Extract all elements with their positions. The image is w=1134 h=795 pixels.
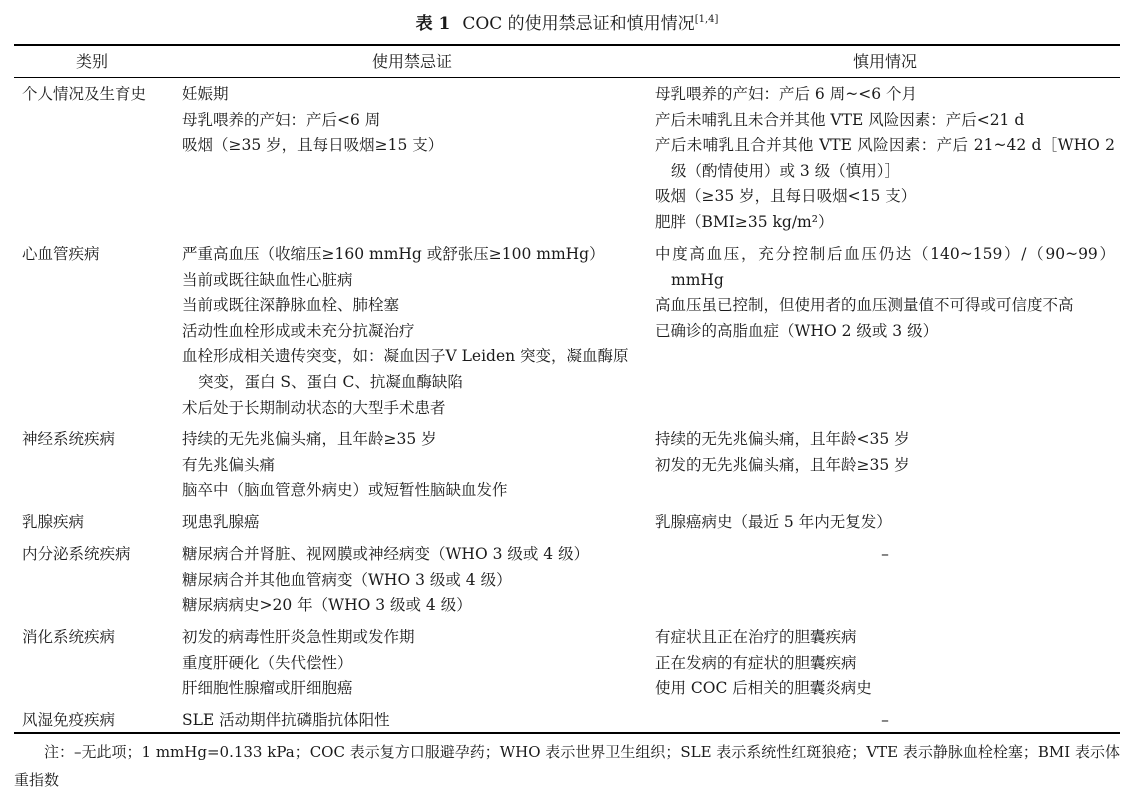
caution-item: 正在发病的有症状的胆囊疾病 <box>655 653 857 672</box>
table-row <box>14 708 1120 734</box>
table-body <box>14 82 1120 734</box>
caution-item: 中度高血压，充分控制后血压仍达（140~159）/（90~99）mmHg <box>655 245 1115 289</box>
caution-item: 有症状且正在治疗的胆囊疾病 <box>655 628 857 646</box>
row-category: 神经系统疾病 <box>22 430 116 448</box>
reference-marker: [1,4] <box>694 14 719 25</box>
cautions-cell <box>655 708 1115 734</box>
caution-item: 使用 COC 后相关的胆囊炎病史 <box>655 679 872 698</box>
table-row <box>14 427 1120 504</box>
contraindications-cell <box>182 625 642 702</box>
row-category: 消化系统疾病 <box>22 628 116 646</box>
table-title: COC 的使用禁忌证和慎用情况 <box>462 14 695 34</box>
table-row <box>14 625 1120 702</box>
contraindication-item: 术后处于长期制动状态的大型手术患者 <box>182 398 446 417</box>
top-rule <box>14 44 1120 46</box>
table-caption <box>0 8 1134 36</box>
caution-item: 产后未哺乳且合并其他 VTE 风险因素：产后 21~42 d［WHO 2 级（酌情使用）或 3 级（慎用）］ <box>655 136 1115 180</box>
contraindication-item: 脑卒中（脑血管意外病史）或短暂性脑缺血发作 <box>182 481 508 500</box>
table-number: 表 1 <box>415 14 451 34</box>
row-category: 乳腺疾病 <box>22 513 85 531</box>
contraindications-cell <box>182 82 642 159</box>
caution-item: 吸烟（≥35 岁，且每日吸烟<15 支） <box>655 187 917 206</box>
header-rule <box>14 77 1120 78</box>
cautions-cell <box>655 510 1115 536</box>
contraindications-cell <box>182 708 642 734</box>
contraindication-item: 活动性血栓形成或未充分抗凝治疗 <box>182 321 415 340</box>
contraindication-item: 严重高血压（收缩压≥160 mmHg 或舒张压≥100 mmHg） <box>182 245 605 263</box>
caution-item: – <box>881 545 889 563</box>
row-category: 风湿免疫疾病 <box>22 711 116 729</box>
contraindication-item: 血栓形成相关遗传突变，如：凝血因子Ⅴ Leiden 突变，凝血酶原突变，蛋白 S、蛋白 C、抗凝血酶缺陷 <box>182 347 629 391</box>
table-row <box>14 510 1120 536</box>
contraindication-item: 有先兆偏头痛 <box>182 455 276 474</box>
caution-item: 高血压虽已控制，但使用者的血压测量值不可得或可信度不高 <box>655 296 1074 315</box>
contraindication-item: 现患乳腺癌 <box>182 513 260 531</box>
contraindication-item: 糖尿病合并肾脏、视网膜或神经病变（WHO 3 级或 4 级） <box>182 545 590 563</box>
contraindication-item: 当前或既往深静脉血栓、肺栓塞 <box>182 296 400 315</box>
contraindication-item: 妊娠期 <box>182 85 229 103</box>
caution-item: 持续的无先兆偏头痛，且年龄<35 岁 <box>655 430 910 448</box>
contraindications-cell <box>182 427 642 504</box>
contraindication-item: 重度肝硬化（失代偿性） <box>182 653 353 672</box>
caution-item: 乳腺癌病史（最近 5 年内无复发） <box>655 513 892 531</box>
header-contraindications: 使用禁忌证 <box>371 52 452 71</box>
caution-item: 已确诊的高脂血症（WHO 2 级或 3 级） <box>655 321 939 340</box>
header-category: 类别 <box>75 52 108 71</box>
contraindications-cell <box>182 242 642 421</box>
table-row <box>14 82 1120 236</box>
cautions-cell <box>655 542 1115 568</box>
contraindication-item: SLE 活动期伴抗磷脂抗体阳性 <box>182 711 390 729</box>
contraindication-item: 持续的无先兆偏头痛，且年龄≥35 岁 <box>182 430 437 448</box>
table-row <box>14 542 1120 619</box>
row-category: 个人情况及生育史 <box>22 85 147 103</box>
row-category: 心血管疾病 <box>22 245 100 263</box>
caution-item: 母乳喂养的产妇：产后 6 周~<6 个月 <box>655 85 917 103</box>
contraindication-item: 母乳喂养的产妇：产后<6 周 <box>182 110 381 129</box>
cautions-cell <box>655 625 1115 702</box>
caution-item: 肥胖（BMI≥35 kg/m²） <box>655 212 834 231</box>
table-note: 注：–无此项；1 mmHg=0.133 kPa；COC 表示复方口服避孕药；WHO 表示世界卫生组织；SLE 表示系统性红斑狼疮；VTE 表示静脉血栓栓塞；BMI 表示体重指数 <box>14 743 1120 789</box>
contraindication-item: 初发的病毒性肝炎急性期或发作期 <box>182 628 415 646</box>
cautions-cell <box>655 242 1115 344</box>
caution-item: – <box>881 711 889 729</box>
cautions-cell <box>655 427 1115 478</box>
contraindications-cell <box>182 510 642 536</box>
contraindication-item: 肝细胞性腺瘤或肝细胞癌 <box>182 679 353 698</box>
header-cautions: 慎用情况 <box>852 52 917 71</box>
contraindication-item: 吸烟（≥35 岁，且每日吸烟≥15 支） <box>182 136 444 155</box>
table-row <box>14 242 1120 421</box>
contraindication-item: 糖尿病合并其他血管病变（WHO 3 级或 4 级） <box>182 570 512 589</box>
row-category: 内分泌系统疾病 <box>22 545 131 563</box>
caution-item: 初发的无先兆偏头痛，且年龄≥35 岁 <box>655 455 910 474</box>
caution-item: 产后未哺乳且未合并其他 VTE 风险因素：产后<21 d <box>655 110 1025 129</box>
contraindications-cell <box>182 542 642 619</box>
cautions-cell <box>655 82 1115 236</box>
contraindication-item: 当前或既往缺血性心脏病 <box>182 270 353 289</box>
bottom-rule <box>14 732 1120 734</box>
contraindication-item: 糖尿病病史>20 年（WHO 3 级或 4 级） <box>182 596 472 615</box>
